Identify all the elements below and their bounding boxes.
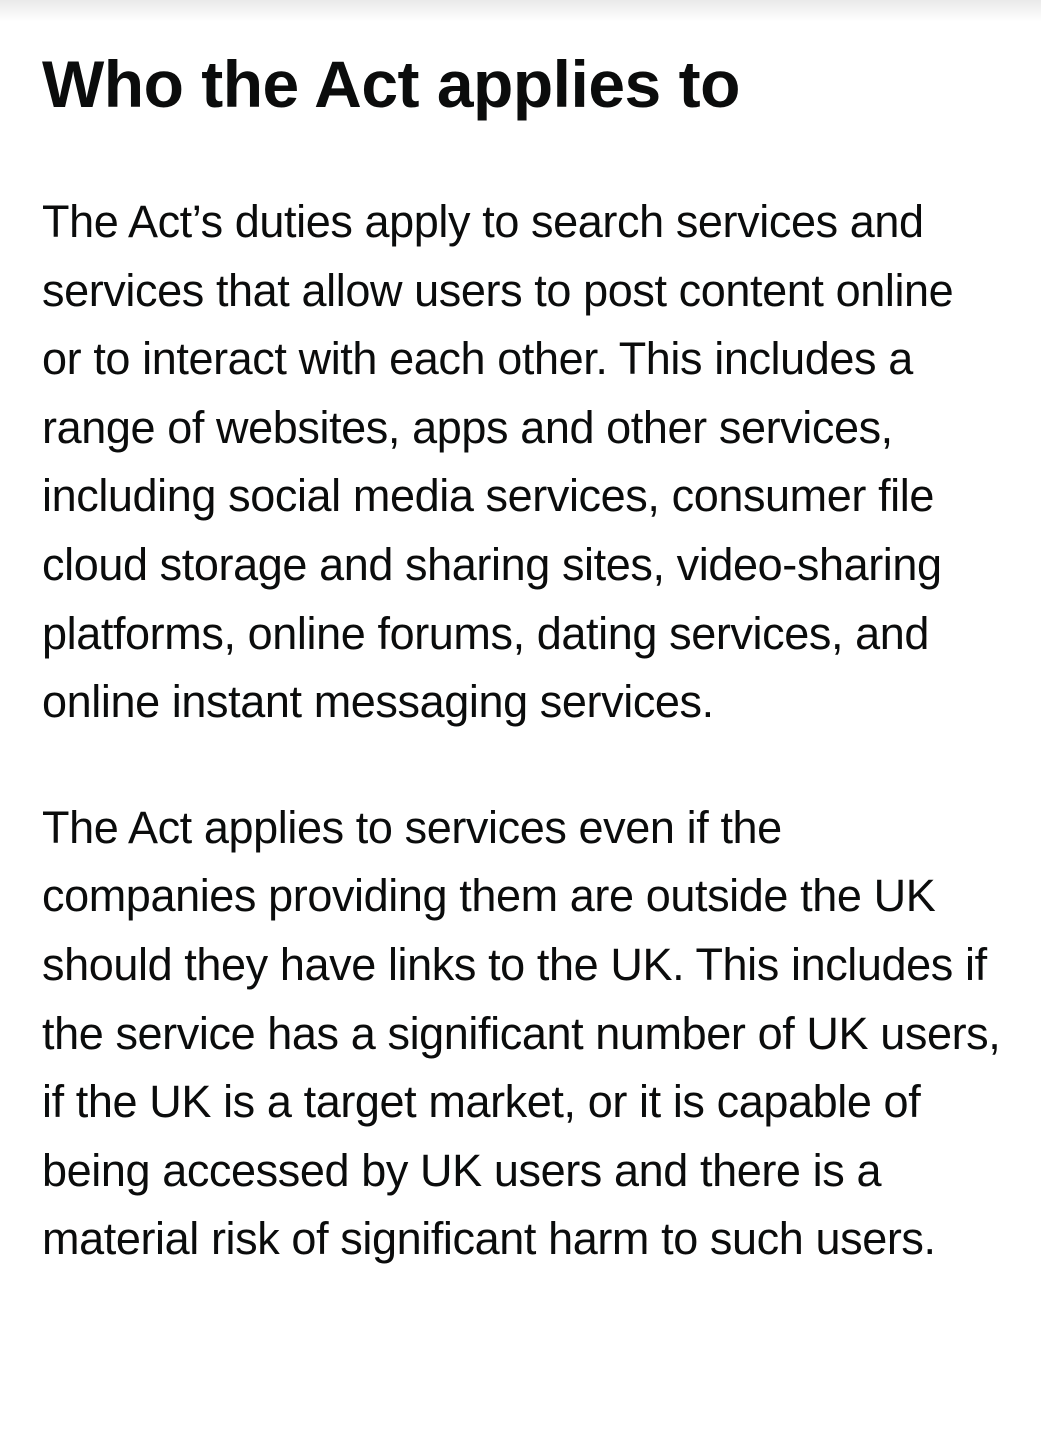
paragraph-uk-links: The Act applies to services even if the companies providing them are outside the UK should they have links to the UK. This includes if the service has a significant number of UK users, if the UK is a target market, or it is capable of being accessed by UK users and there is a material risk of significant harm to such users. [42, 801, 1001, 1265]
paragraph-duties: The Act’s duties apply to search services and services that allow users to post content online or to interact with each other. This includes a range of websites, apps and other services, including social media services, consumer file cloud storage and sharing sites, video-sharing platforms, online forums, dating services, and online instant messaging services. [42, 196, 954, 728]
top-edge-shadow [0, 0, 1041, 22]
article-content [42, 44, 1002, 1274]
section-heading: Who the Act applies to [42, 47, 740, 121]
